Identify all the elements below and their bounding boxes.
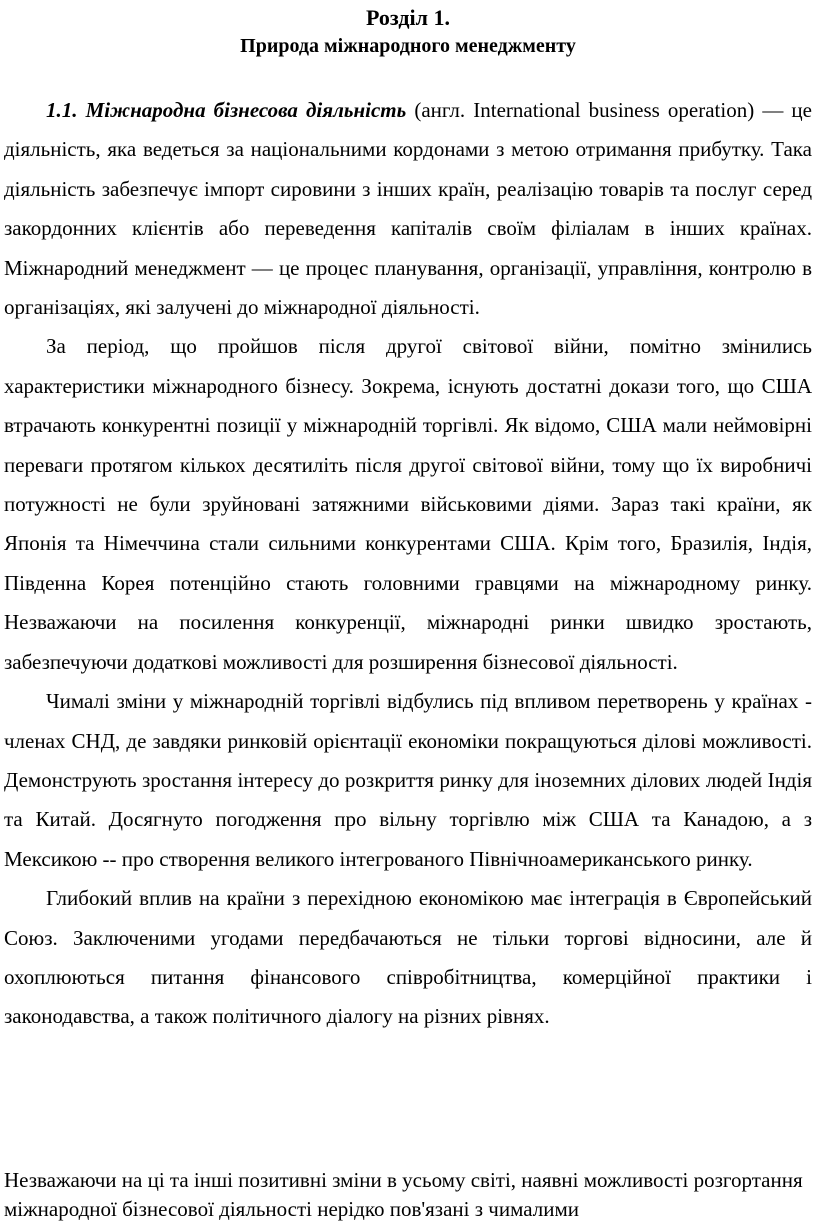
paragraph-4: Глибокий вплив на країни з перехідною економікою має інтеграція в Європейський Союз. Заключеними угодами передбачаються не тільки торгові відносини, але й охоплюються питання фінансового співробітництва, комерційної практики і законодавства, а також політичного діалогу на різних рівнях. (4, 886, 812, 1029)
chapter-subtitle: Природа міжнародного менеджменту (240, 35, 576, 57)
paragraph-2: За період, що пройшов після другої світової війни, помітно змінились характеристики міжнародного бізнесу. Зокрема, існують достатні докази того, що США втрачають конкурентні позиції у міжнародній торгівлі. Як відомо, США мали неймовірні переваги протягом кількох десятиліть після другої світової війни, тому що їх виробничі потужності не були зруйновані затяжними військовими діями. Зараз такі країни, як Японія та Німеччина стали сильними конкурентами США. Крім того, Бразилія, Індія, Південна Корея потенційно стають головними гравцями на міжнародному ринку. Незважаючи на посилення конкуренції, міжнародні ринки швидко зростають, забезпечуючи додаткові можливості для розширення бізнесової діяльності. (4, 334, 812, 674)
body-text (4, 91, 812, 1037)
chapter-title: Розділ 1. (366, 5, 450, 30)
paragraph-1-text: (англ. International business operation) — це діяльність, яка ведеться за національними кордонами з метою отримання прибутку. Така діяльність забезпечує імпорт сировини з інших країн, реалізацію товарів та послуг серед закордонних клієнтів або переведення капіталів своїм філіалам в інших країнах. Міжнародний менеджмент — це процес планування, організації, управління, контролю в організаціях, які залучені до міжнародної діяльності. (4, 98, 812, 320)
paragraph-1 (4, 91, 812, 327)
paragraph-5: Незважаючи на ці та інші позитивні зміни в усьому світі, наявні можливості розгортання міжнародної бізнесової діяльності нерідко пов'язані з чималими (4, 1168, 803, 1221)
body-text-tail (4, 1166, 812, 1224)
paragraph-3: Чималі зміни у міжнародній торгівлі відбулись під впливом перетворень у країнах - членах СНД, де завдяки ринковій орієнтації економіки покращуються ділові можливості. Демонструють зростання інтересу до розкриття ринку для іноземних ділових людей Індія та Китай. Досягнуто погодження про вільну торгівлю між США та Канадою, а з Мексикою -- про створення великого інтегрованого Північноамериканського ринку. (4, 689, 812, 871)
section-term: 1.1. Міжнародна бізнесова діяльність (46, 98, 407, 122)
